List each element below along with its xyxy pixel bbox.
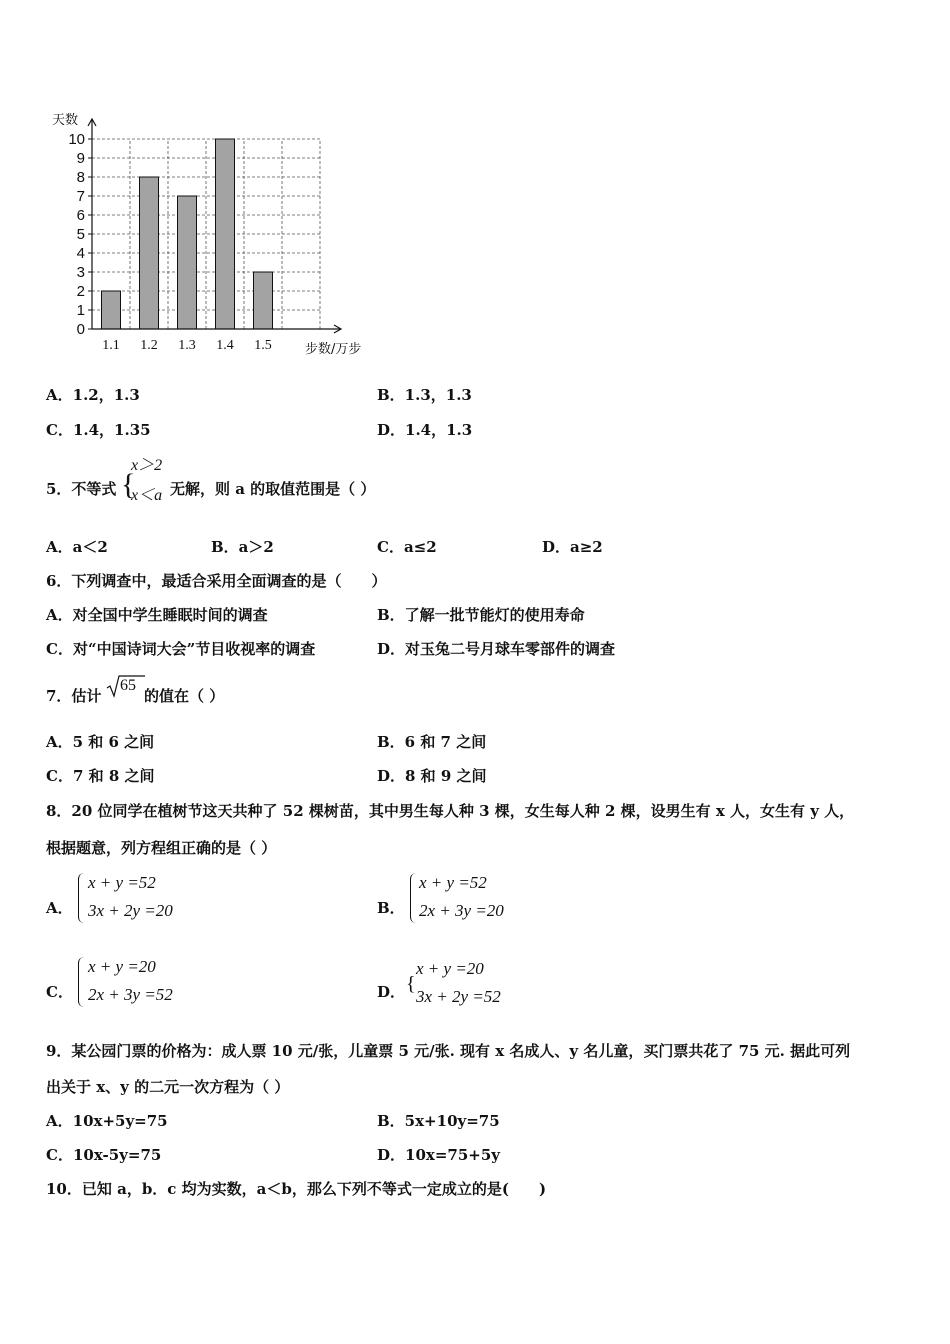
bar-1.3 xyxy=(178,196,197,329)
q4-option-a[interactable]: A．1.2，1.3 xyxy=(46,386,140,404)
q8-b-brace xyxy=(410,873,417,923)
chart-grid xyxy=(92,139,320,329)
q8-c-brace xyxy=(78,957,85,1007)
q8-b-top: x + y =52 xyxy=(419,873,487,892)
bar-1.5 xyxy=(254,272,273,329)
q7-option-a[interactable]: A．5 和 6 之间 xyxy=(46,733,155,751)
q5-system-brace: { xyxy=(121,468,136,501)
chart-axes xyxy=(88,119,341,333)
y-tick-label: 2 xyxy=(76,283,85,300)
q8-b-bottom: 2x + 3y =20 xyxy=(419,901,504,920)
q5-option-c[interactable]: C．a≤2 xyxy=(377,538,437,556)
bar-1.1 xyxy=(102,291,121,329)
q8-c-bottom: 2x + 3y =52 xyxy=(88,985,173,1004)
q5-option-b[interactable]: B．a＞2 xyxy=(211,538,274,556)
y-tick-label: 6 xyxy=(76,207,85,224)
q7-radicand: 65 xyxy=(120,677,136,694)
chart-labels xyxy=(68,131,271,353)
x-tick-label: 1.4 xyxy=(216,338,234,353)
q6-stem: 6．下列调查中，最适合采用全面调查的是（ ） xyxy=(46,572,387,590)
q9-option-d[interactable]: D．10x=75+5y xyxy=(377,1146,500,1164)
q8-d-top: x + y =20 xyxy=(416,959,484,978)
x-tick-label: 1.1 xyxy=(102,338,120,353)
q8-stem-line2: 根据题意，列方程组正确的是（ ） xyxy=(46,839,277,857)
q7-option-d[interactable]: D．8 和 9 之间 xyxy=(377,767,487,785)
q7-option-c[interactable]: C．7 和 8 之间 xyxy=(46,767,155,785)
q9-stem-line2: 出关于 x、y 的二元一次方程为（ ） xyxy=(46,1078,290,1096)
q9-option-a[interactable]: A．10x+5y=75 xyxy=(46,1112,168,1130)
q6-option-b[interactable]: B．了解一批节能灯的使用寿命 xyxy=(377,606,585,624)
y-tick-label: 7 xyxy=(76,188,85,205)
q8-c-top: x + y =20 xyxy=(88,957,156,976)
q4-option-d[interactable]: D．1.4，1.3 xyxy=(377,421,473,439)
q8-a-bottom: 3x + 2y =20 xyxy=(88,901,173,920)
y-tick-label: 8 xyxy=(76,169,85,186)
bar-1.4 xyxy=(216,139,235,329)
q8-option-c-letter[interactable]: C． xyxy=(46,983,73,1001)
bar-1.2 xyxy=(140,177,159,329)
x-axis-label: 步数/万步 xyxy=(305,342,362,357)
y-tick-label: 3 xyxy=(76,264,85,281)
q10-stem: 10．已知 a，b．c 均为实数，a＜b，那么下列不等式一定成立的是( ) xyxy=(46,1180,547,1198)
q8-option-d-letter[interactable]: D． xyxy=(377,983,406,1001)
bar-chart xyxy=(40,108,380,363)
y-tick-label: 9 xyxy=(76,150,85,167)
q7-option-b[interactable]: B．6 和 7 之间 xyxy=(377,733,487,751)
q8-a-brace xyxy=(78,873,85,923)
q9-option-b[interactable]: B．5x+10y=75 xyxy=(377,1112,500,1130)
q6-option-a[interactable]: A．对全国中学生睡眠时间的调查 xyxy=(46,606,268,624)
y-tick-label: 5 xyxy=(76,226,85,243)
q5-option-a[interactable]: A．a＜2 xyxy=(46,538,108,556)
q7-prefix: 7．估计 xyxy=(46,687,102,705)
q8-option-a-letter[interactable]: A． xyxy=(46,899,73,917)
q9-stem-line1: 9．某公园门票的价格为：成人票 10 元/张，儿童票 5 元/张. 现有 x 名成人、y 名儿童，买门票共花了 75 元. 据此可列 xyxy=(46,1042,851,1060)
q8-d-brace: { xyxy=(406,973,416,995)
q5-system-top: x＞2 xyxy=(131,457,163,474)
q7-suffix: 的值在（ ） xyxy=(144,687,225,705)
y-axis-label: 天数 xyxy=(52,113,79,128)
q5-option-d[interactable]: D．a≥2 xyxy=(542,538,603,556)
q4-option-b[interactable]: B．1.3，1.3 xyxy=(377,386,472,404)
q6-option-c[interactable]: C．对“中国诗词大会”节目收视率的调查 xyxy=(46,640,316,658)
q8-d-bottom: 3x + 2y =52 xyxy=(416,987,501,1006)
x-tick-label: 1.5 xyxy=(254,338,272,353)
q5-suffix: 无解，则 a 的取值范围是（ ） xyxy=(170,480,376,498)
y-tick-label: 4 xyxy=(76,245,85,262)
q4-option-c[interactable]: C．1.4，1.35 xyxy=(46,421,151,439)
q6-option-d[interactable]: D．对玉兔二号月球车零部件的调查 xyxy=(377,640,616,658)
x-tick-label: 1.3 xyxy=(178,338,196,353)
x-tick-label: 1.2 xyxy=(140,338,158,353)
q8-stem-line1: 8．20 位同学在植树节这天共种了 52 棵树苗，其中男生每人种 3 棵，女生每人种 2 棵，设男生有 x 人，女生有 y 人， xyxy=(46,802,855,820)
y-tick-label: 0 xyxy=(76,321,85,338)
q8-a-top: x + y =52 xyxy=(88,873,156,892)
q8-option-b-letter[interactable]: B． xyxy=(377,899,405,917)
y-tick-label: 10 xyxy=(68,131,85,148)
q5-system-bottom: x＜a xyxy=(131,487,163,504)
y-tick-label: 1 xyxy=(76,302,85,319)
q9-option-c[interactable]: C．10x-5y=75 xyxy=(46,1146,162,1164)
q5-prefix: 5．不等式 xyxy=(46,480,117,498)
